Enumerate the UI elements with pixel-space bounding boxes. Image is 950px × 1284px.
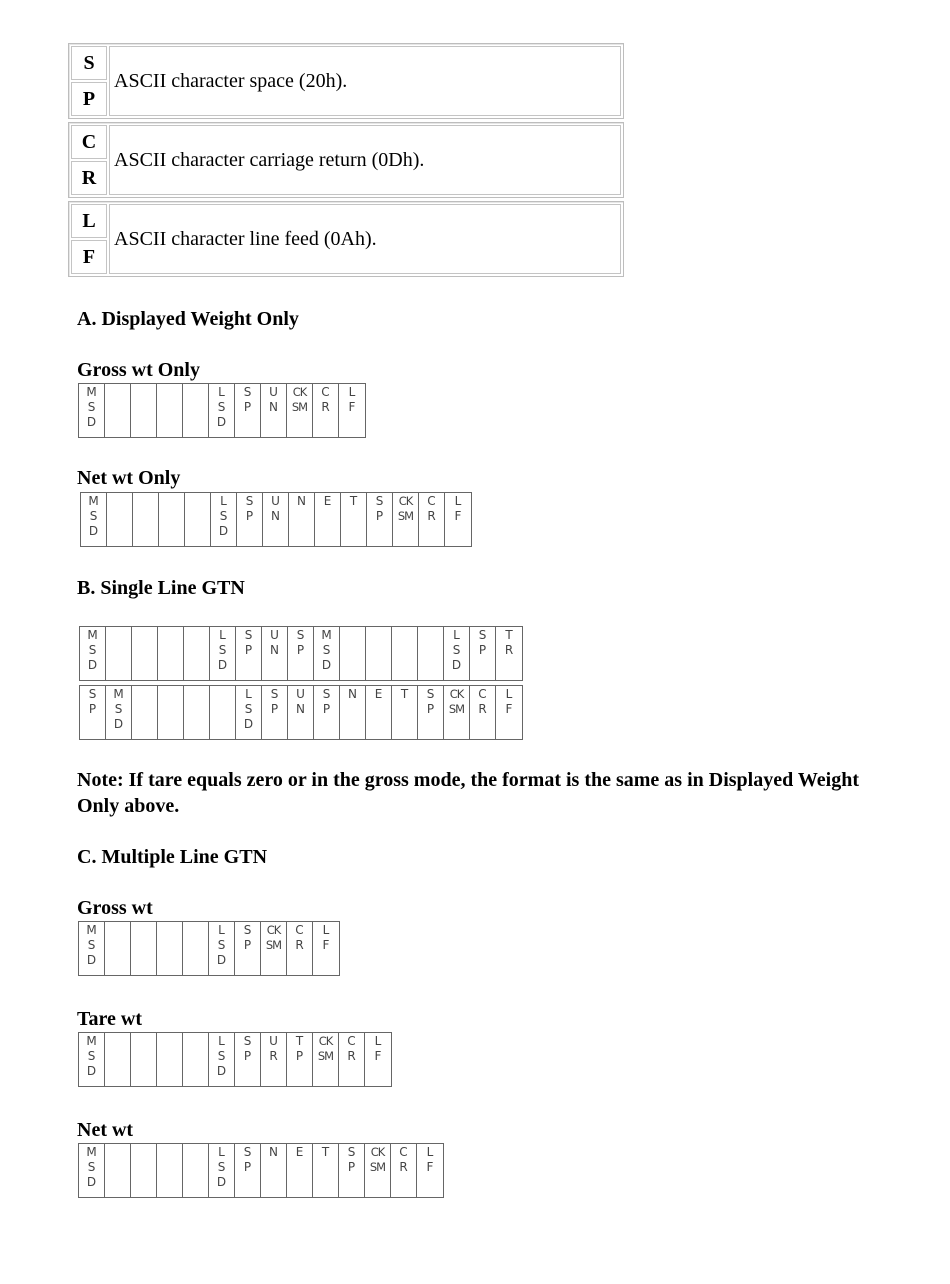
format-cell: E [366, 686, 392, 739]
format-cell: L S D [236, 686, 262, 739]
format-cell: S P [236, 627, 262, 680]
format-cell: T [392, 686, 418, 739]
abbreviation-top: C [71, 125, 107, 159]
format-cell: CK SM [313, 1033, 339, 1086]
format-cell-empty [105, 1033, 131, 1086]
format-cell: L F [322, 923, 330, 952]
format-cell: N [289, 493, 315, 546]
format-cell: L S D [209, 1033, 235, 1086]
format-cell-empty [107, 493, 133, 546]
format-cell: C R [391, 1144, 417, 1197]
format-cell-empty [366, 627, 392, 680]
format-cell-empty [392, 627, 418, 680]
legend-description: ASCII character carriage return (0Dh). [109, 125, 621, 195]
format-cell: M S D [79, 1033, 105, 1086]
format-cell: S P [80, 686, 106, 739]
legend-description: ASCII character space (20h). [109, 46, 621, 116]
format-cell: CK SM [393, 493, 419, 546]
format-cell: M S D [79, 384, 105, 437]
format-cell-empty [210, 686, 236, 739]
format-cell: M S D [106, 686, 132, 739]
format-cell: C R [339, 1033, 365, 1086]
format-cell: S P [418, 686, 444, 739]
label-tare-wt: Tare wt [77, 1008, 142, 1030]
format-cell-empty [132, 686, 158, 739]
format-grid-gtn-line-2 [79, 685, 523, 740]
format-cell-empty [157, 922, 183, 975]
abbreviation-bottom: R [71, 161, 107, 195]
format-cell: L S D [209, 1144, 235, 1197]
format-cell: T [313, 1144, 339, 1197]
format-cell-empty [157, 384, 183, 437]
format-cell: S P [314, 686, 340, 739]
format-cell: E [315, 493, 341, 546]
format-cell: S P [288, 627, 314, 680]
format-cell-empty [159, 493, 185, 546]
format-cell: L S D [210, 627, 236, 680]
format-cell: M S D [79, 922, 105, 975]
abbreviation-legend [68, 43, 624, 280]
abbreviation-cells [71, 46, 107, 116]
format-cell: S P [339, 1144, 365, 1197]
format-cell: N [261, 1144, 287, 1197]
format-cell-empty [157, 1033, 183, 1086]
format-cell: S P [367, 493, 393, 546]
format-cell: M S D [79, 1144, 105, 1197]
label-net-wt: Net wt [77, 1119, 134, 1141]
abbreviation-top: S [71, 46, 107, 80]
format-cell: U N [263, 493, 289, 546]
format-cell-empty [183, 1144, 209, 1197]
format-cell: CK SM [444, 686, 470, 739]
label-net-wt-only: Net wt Only [77, 467, 181, 489]
format-cell-empty [183, 384, 209, 437]
format-grid-net-only [80, 492, 472, 547]
abbreviation-cells [71, 204, 107, 274]
format-cell: L S D [211, 493, 237, 546]
abbreviation-bottom: F [71, 240, 107, 274]
format-grid-gross-only [78, 383, 366, 438]
format-cell: C R [313, 384, 339, 437]
label-gross-wt-only: Gross wt Only [77, 359, 200, 381]
format-cell-empty [131, 922, 157, 975]
format-cell: M S D [80, 627, 106, 680]
format-cell: M S D [81, 493, 107, 546]
section-heading-single-line-gtn: B. Single Line GTN [77, 577, 245, 599]
format-cell-empty [183, 1033, 209, 1086]
legend-row-space [68, 43, 624, 119]
format-cell-empty [105, 922, 131, 975]
format-cell-empty [131, 1144, 157, 1197]
format-cell-empty [158, 686, 184, 739]
format-cell-empty [184, 686, 210, 739]
format-cell-empty [133, 493, 159, 546]
format-grid-net [78, 1143, 444, 1198]
format-cell: U N [262, 627, 288, 680]
format-cell: T P [287, 1033, 313, 1086]
format-cell: L F [505, 687, 513, 716]
format-cell: CK SM [287, 384, 313, 437]
format-cell: L S D [444, 627, 470, 680]
format-cell: S P [235, 384, 261, 437]
note-text: Note: If tare equals zero or in the gross mode, the format is the same as in Displayed Weight Only above. [77, 769, 859, 817]
format-cell: C R [287, 922, 313, 975]
label-gross-wt: Gross wt [77, 897, 153, 919]
format-grid-tare [78, 1032, 392, 1087]
section-heading-displayed-weight: A. Displayed Weight Only [77, 308, 299, 330]
format-cell: S P [262, 686, 288, 739]
format-cell-empty [105, 384, 131, 437]
legend-row-carriage-return [68, 122, 624, 198]
format-cell-empty [106, 627, 132, 680]
format-cell-empty [132, 627, 158, 680]
format-cell: M S D [314, 627, 340, 680]
legend-row-line-feed [68, 201, 624, 277]
format-cell: C R [470, 686, 496, 739]
format-grid-gtn-line-1 [79, 626, 523, 681]
format-cell-empty [418, 627, 444, 680]
format-cell-empty [131, 384, 157, 437]
format-cell: S P [237, 493, 263, 546]
format-cell-empty [157, 1144, 183, 1197]
format-cell: CK SM [365, 1144, 391, 1197]
format-cell: U R [261, 1033, 287, 1086]
format-cell: S P [235, 1144, 261, 1197]
format-cell: S P [235, 922, 261, 975]
format-cell: C R [419, 493, 445, 546]
format-cell: T [341, 493, 367, 546]
format-cell: U N [288, 686, 314, 739]
format-cell: CK SM [261, 922, 287, 975]
format-cell-empty [158, 627, 184, 680]
format-cell-empty [131, 1033, 157, 1086]
format-cell-empty [184, 627, 210, 680]
format-grid-gross [78, 921, 340, 976]
format-cell: L F [374, 1034, 382, 1063]
format-cell: T R [504, 628, 514, 657]
format-cell: L F [426, 1145, 434, 1174]
section-heading-multiple-line-gtn: C. Multiple Line GTN [77, 846, 268, 868]
format-cell: U N [261, 384, 287, 437]
abbreviation-cells [71, 125, 107, 195]
format-cell: E [287, 1144, 313, 1197]
format-cell: N [340, 686, 366, 739]
format-cell: L S D [209, 922, 235, 975]
format-cell: S P [470, 627, 496, 680]
format-cell: L F [454, 494, 462, 523]
abbreviation-top: L [71, 204, 107, 238]
legend-description: ASCII character line feed (0Ah). [109, 204, 621, 274]
abbreviation-bottom: P [71, 82, 107, 116]
format-cell-empty [105, 1144, 131, 1197]
format-cell: L F [348, 385, 356, 414]
format-cell-empty [183, 922, 209, 975]
format-cell-empty [340, 627, 366, 680]
format-cell: S P [235, 1033, 261, 1086]
format-cell-empty [185, 493, 211, 546]
format-cell: L S D [209, 384, 235, 437]
